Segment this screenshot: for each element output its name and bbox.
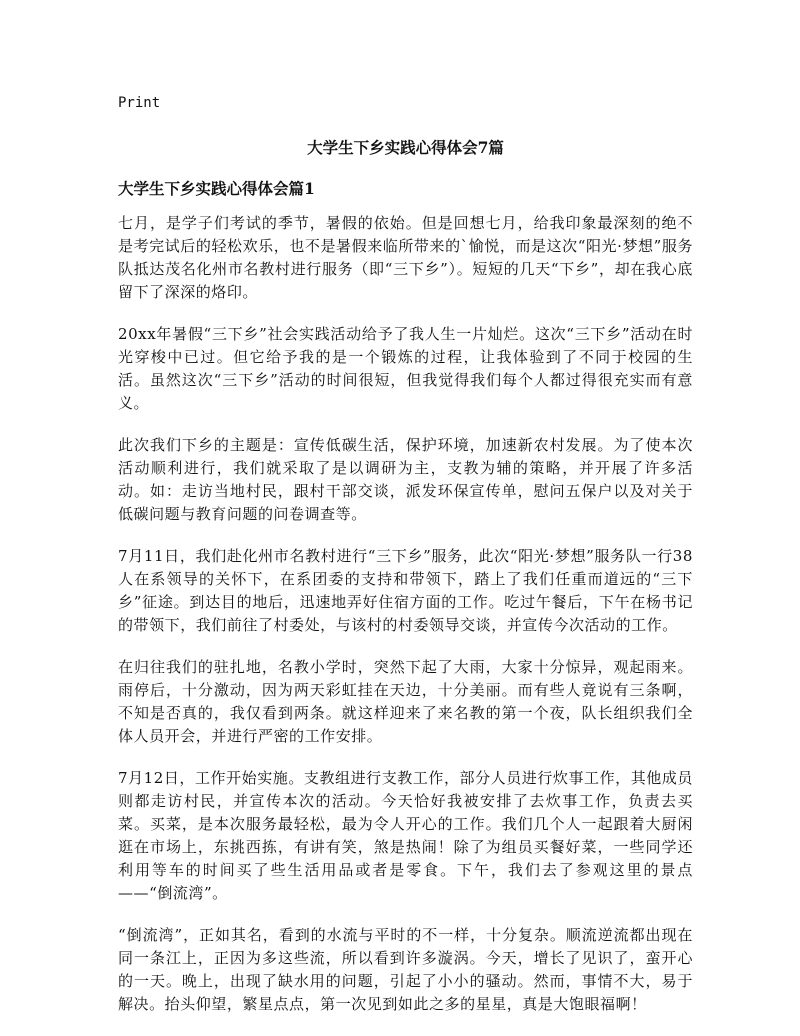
paragraph: 20xx年暑假“三下乡”社会实践活动给予了我人生一片灿烂。这次“三下乡”活动在时光穿梭中已过。但它给予我的是一个锻炼的过程，让我体验到了不同于校园的生活。虽然这次“三下乡”活动的时间很短，但我觉得我们每个人都过得很充实而有意义。 [118, 325, 693, 412]
document-page [118, 92, 693, 1035]
paragraph: 七月，是学子们考试的季节，暑假的依始。但是回想七月，给我印象最深刻的绝不是考完试后的轻松欢乐，也不是暑假来临所带来的`愉悦，而是这次“阳光·梦想”服务队抵达茂名化州市名教村进行服务（即“三下乡”）。短短的几天“下乡”，却在我心底留下了深深的烙印。 [118, 214, 693, 301]
paragraph: 此次我们下乡的主题是：宣传低碳生活，保护环境，加速新农村发展。为了使本次活动顺利进行，我们就采取了是以调研为主，支教为辅的策略，并开展了许多活动。如：走访当地村民，跟村干部交谈，派发环保宣传单，慰问五保户以及对关于低碳问题与教育问题的问卷调查等。 [118, 436, 693, 523]
print-link[interactable]: Print [118, 95, 161, 111]
paragraph: 7月12日，工作开始实施。支教组进行支教工作，部分人员进行炊事工作，其他成员则都走访村民，并宣传本次的活动。今天恰好我被安排了去炊事工作，负责去买菜。买菜，是本次服务最轻松，最为令人开心的工作。我们几个人一起跟着大厨闲逛在市场上，东挑西拣，有讲有笑，煞是热闹！除了为组员买餐好菜，一些同学还利用等车的时间买了些生活用品或者是零食。下午，我们去了参观这里的景点——“倒流湾”。 [118, 769, 693, 902]
paragraph: 7月11日，我们赴化州市名教村进行“三下乡”服务，此次“阳光·梦想”服务队一行38人在系领导的关怀下，在系团委的支持和带领下，踏上了我们任重而道远的“三下乡”征途。到达目的地后，迅速地弄好住宿方面的工作。吃过午餐后，下午在杨书记的带领下，我们前往了村委处，与该村的村委领导交谈，并宣传今次活动的工作。 [118, 547, 693, 634]
paragraph: “倒流湾”，正如其名，看到的水流与平时的不一样，十分复杂。顺流逆流都出现在同一条江上，正因为多这些流，所以看到许多漩涡。今天，增长了见识了，蛮开心的一天。晚上，出现了缺水用的问题，引起了小小的骚动。然而，事情不大，易于解决。抬头仰望，繁星点点，第一次见到如此之多的星星，真是大饱眼福啊！ [118, 926, 693, 1013]
paragraph: 在归往我们的驻扎地，名教小学时，突然下起了大雨，大家十分惊异，观起雨来。雨停后，十分激动，因为两天彩虹挂在天边，十分美丽。而有些人竟说有三条啊，不知是否真的，我仅看到两条。就这样迎来了来名教的第一个夜，队长组织我们全体人员开会，并进行严密的工作安排。 [118, 658, 693, 745]
document-title: 大学生下乡实践心得体会7篇 [307, 138, 504, 157]
section-title: 大学生下乡实践心得体会篇1 [118, 179, 315, 198]
